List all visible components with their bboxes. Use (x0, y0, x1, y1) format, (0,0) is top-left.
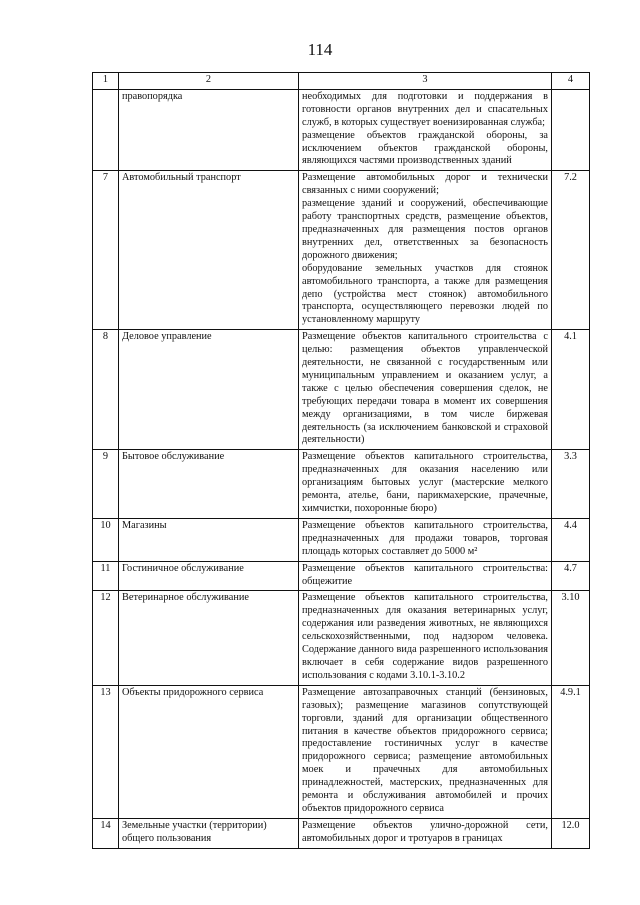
row-number: 12 (93, 591, 119, 685)
description-paragraph: размещение зданий и сооружений, обеспечивающие работу транспортных средств, размещение объектов, предназначенных для размещения постов органов внутренних дел, ответственных за безопасность дорожного движения; (302, 198, 548, 261)
description-paragraph: размещение объектов гражданской обороны, за исключением объектов гражданской обороны, являющихся частями производственных зданий (302, 129, 548, 167)
land-use-name: Магазины (119, 518, 299, 561)
land-use-code: 4.4 (552, 518, 590, 561)
table-row (93, 591, 590, 685)
table-row (93, 330, 590, 450)
land-use-name: правопорядка (119, 89, 299, 170)
land-use-description (299, 89, 552, 170)
description-paragraph: Размещение автомобильных дорог и технически связанных с ними сооружений; (302, 172, 548, 197)
land-use-code: 7.2 (552, 171, 590, 330)
table-row (93, 518, 590, 561)
page-number: 114 (307, 40, 333, 59)
description-paragraph: оборудование земельных участков для стоянок автомобильного транспорта, а также для размещения депо (устройства мест стоянок) автомобильного транспорта, осуществляющего перевозки людей по установленному маршруту (302, 262, 548, 326)
row-number: 8 (93, 330, 119, 450)
land-use-name: Гостиничное обслуживание (119, 561, 299, 591)
land-use-code: 3.3 (552, 450, 590, 519)
land-use-description (299, 561, 552, 591)
header-col-4: 4 (552, 73, 590, 90)
description-paragraph: Размещение объектов капитального строительства, предназначенных для продажи товаров, торговая площадь которых составляет до 5000 м² (302, 519, 548, 557)
description-paragraph: Размещение автозаправочных станций (бензиновых, газовых); размещение магазинов сопутствующей торговли, зданий для организации общественного питания в качестве объектов придорожного сервиса; предоставление гостиничных услуг в качестве придорожного сервиса; размещение автомобильных моек и прачечных для автомобильных принадлежностей, мастерских, предназначенных для ремонта и обслуживания автомобилей и прочих объектов придорожного сервиса (302, 686, 548, 814)
description-paragraph: Размещение объектов капитального строительства, предназначенных для оказания ветеринарных услуг, содержания или разведения животных, не являющихся сельскохозяйственными, под надзором человека. Содержание данного вида разрешенного использования включает в себя содержание видов разрешенного использования с кодами 3.10.1-3.10.2 (302, 592, 548, 681)
description-paragraph: Размещение объектов капитального строительства с целью: размещения объектов управленческой деятельности, не связанной с государственным или муниципальным управлением и оказанием услуг, а также с целью обеспечения совершения сделок, не требующих передачи товара в момент их совершения между организациями, в том числе биржевая деятельность (за исключением банковской и страховой деятельности) (302, 331, 548, 446)
description-paragraph: Размещение объектов капитального строительства: общежитие (302, 562, 548, 587)
row-number: 13 (93, 685, 119, 818)
description-paragraph: Размещение объектов капитального строительства, предназначенных для оказания населению или организациям бытовых услуг (мастерские мелкого ремонта, ателье, бани, парикмахерские, прачечные, химчистки, похоронные бюро) (302, 451, 548, 514)
land-use-description (299, 450, 552, 519)
table-header-row (93, 73, 590, 90)
land-use-name: Бытовое обслуживание (119, 450, 299, 519)
land-use-table (92, 72, 590, 849)
table-row (93, 818, 590, 848)
row-number: 7 (93, 171, 119, 330)
land-use-code: 4.9.1 (552, 685, 590, 818)
land-use-name: Автомобильный транспорт (119, 171, 299, 330)
row-number: 11 (93, 561, 119, 591)
row-number: 9 (93, 450, 119, 519)
table-row (93, 450, 590, 519)
table-row (93, 171, 590, 330)
header-col-2: 2 (119, 73, 299, 90)
row-number (93, 89, 119, 170)
header-col-1: 1 (93, 73, 119, 90)
land-use-code: 3.10 (552, 591, 590, 685)
land-use-description (299, 818, 552, 848)
land-use-name: Объекты придорожного сервиса (119, 685, 299, 818)
description-paragraph: необходимых для подготовки и поддержания в готовности органов внутренних дел и спасательных служб, в которых существует военизированная служба; (302, 90, 548, 128)
land-use-name: Деловое управление (119, 330, 299, 450)
land-use-description (299, 171, 552, 330)
header-col-3: 3 (299, 73, 552, 90)
row-number: 14 (93, 818, 119, 848)
description-paragraph: Размещение объектов улично-дорожной сети, автомобильных дорог и тротуаров в границах (302, 819, 548, 844)
land-use-description (299, 330, 552, 450)
table-row (93, 685, 590, 818)
land-use-description (299, 518, 552, 561)
land-use-code: 4.1 (552, 330, 590, 450)
land-use-code: 12.0 (552, 818, 590, 848)
table-row (93, 561, 590, 591)
table-row (93, 89, 590, 170)
land-use-name: Земельные участки (территории) общего пользования (119, 818, 299, 848)
land-use-description (299, 685, 552, 818)
row-number: 10 (93, 518, 119, 561)
land-use-code: 4.7 (552, 561, 590, 591)
land-use-description (299, 591, 552, 685)
land-use-name: Ветеринарное обслуживание (119, 591, 299, 685)
land-use-code (552, 89, 590, 170)
